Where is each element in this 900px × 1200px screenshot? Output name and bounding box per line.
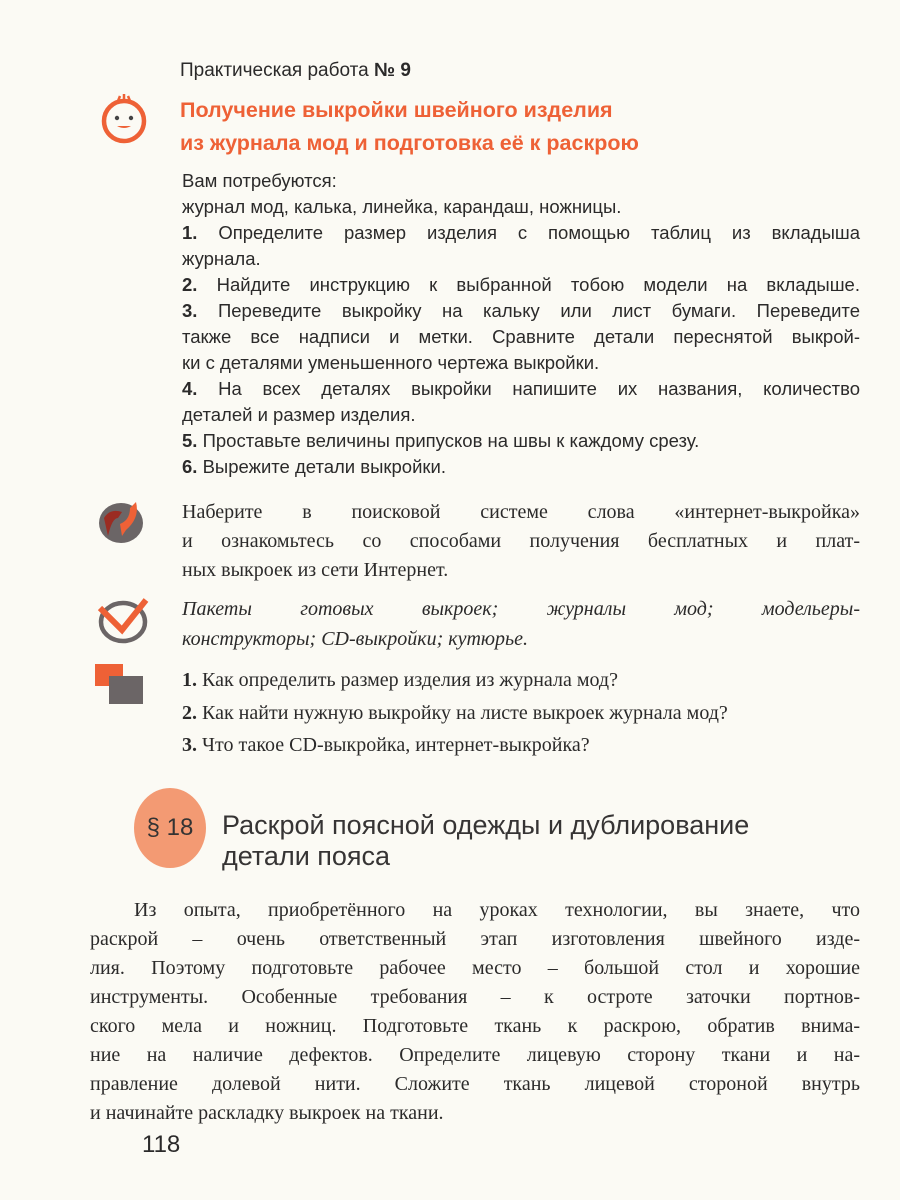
paragraph-line: лия. Поэтому подготовьте рабочее место – большой стол и хорошие xyxy=(90,957,860,979)
body-paragraph xyxy=(90,896,860,1128)
paragraph-line: раскрой – очень ответственный этап изготовления швейного изде- xyxy=(90,928,860,950)
step-text: также все надписи и метки. Сравните детали переснятой выкрой- xyxy=(182,326,860,347)
step-text: деталей и размер изделия. xyxy=(182,404,416,425)
section-title xyxy=(222,810,749,872)
paragraph-line: и начинайте раскладку выкроек на ткани. xyxy=(90,1102,444,1124)
step-number: 2. xyxy=(182,274,198,295)
internet-task xyxy=(182,498,860,585)
key-terms-line: Пакеты готовых выкроек; журналы мод; модельеры- xyxy=(182,598,860,620)
needed-items: журнал мод, калька, линейка, карандаш, ножницы. xyxy=(182,196,622,217)
practical-label: Практическая работа xyxy=(180,60,369,81)
step-text: ки с деталями уменьшенного чертежа выкройки. xyxy=(182,352,600,373)
step-number: 6. xyxy=(182,456,198,477)
title-line: Получение выкройки швейного изделия xyxy=(180,98,613,122)
step-text: Проставьте величины припусков на швы к каждому срезу. xyxy=(202,430,700,451)
question-text: Как определить размер изделия из журнала мод? xyxy=(202,669,618,691)
questions-blocks-icon xyxy=(95,664,145,704)
question-number: 2. xyxy=(182,701,197,724)
internet-exchange-icon xyxy=(96,496,146,546)
paragraph-line: Из опыта, приобретённого на уроках технологии, вы знаете, что xyxy=(134,899,860,921)
step-text: Переведите выкройку на кальку или лист бумаги. Переведите xyxy=(217,300,860,321)
title-line: из журнала мод и подготовка её к раскрою xyxy=(180,131,639,155)
question-number: 3. xyxy=(182,734,197,756)
step-number: 1. xyxy=(182,222,198,243)
section-title-line: Раскрой поясной одежды и дублирование xyxy=(222,810,750,840)
internet-task-line: ных выкроек из сети Интернет. xyxy=(182,559,449,581)
step-number: 4. xyxy=(182,378,198,399)
paragraph-line: ского мела и ножниц. Подготовьте ткань к раскрою, обратив внима- xyxy=(90,1015,860,1037)
practical-work-header xyxy=(180,60,411,82)
step-number: 3. xyxy=(182,300,198,321)
needed-label: Вам потребуются: xyxy=(182,170,337,191)
practical-title xyxy=(180,94,639,160)
question-number: 1. xyxy=(182,669,197,691)
key-terms-line: конструкторы; CD-выкройки; кутюрье. xyxy=(182,628,528,650)
question-text: Что такое CD-выкройка, интернет-выкройка? xyxy=(202,734,590,756)
step-text: Найдите инструкцию к выбранной тобою модели на вкладыше. xyxy=(216,274,860,295)
paragraph-line: ние на наличие дефектов. Определите лицевую сторону ткани и на- xyxy=(90,1044,860,1066)
questions xyxy=(182,664,860,762)
question-text: Как найти нужную выкройку на листе выкроек журнала мод? xyxy=(202,701,728,724)
page-number: 118 xyxy=(142,1131,181,1158)
internet-task-line: Наберите в поисковой системе слова «интернет-выкройка» xyxy=(182,501,860,523)
step-text: Определите размер изделия с помощью таблиц из вкладыша xyxy=(218,222,861,243)
step-text: На всех деталях выкройки напишите их названия, количество xyxy=(218,378,861,399)
paragraph-line: правление долевой нити. Сложите ткань лицевой стороной внутрь xyxy=(90,1073,860,1095)
internet-task-line: и ознакомьтесь со способами получения бесплатных и плат- xyxy=(182,530,860,552)
section-title-line: детали пояса xyxy=(222,841,391,871)
step-number: 5. xyxy=(182,430,198,451)
smiley-face-icon xyxy=(98,92,150,144)
checkmark-circle-icon xyxy=(96,592,150,644)
step-text: журнала. xyxy=(182,248,261,269)
section-badge: § 18 xyxy=(134,788,206,868)
practical-number: № 9 xyxy=(373,60,411,81)
key-terms xyxy=(182,594,860,654)
practical-body xyxy=(182,168,860,480)
step-text: Вырежите детали выкройки. xyxy=(202,456,446,477)
paragraph-line: инструменты. Особенные требования – к остроте заточки портнов- xyxy=(90,986,860,1008)
